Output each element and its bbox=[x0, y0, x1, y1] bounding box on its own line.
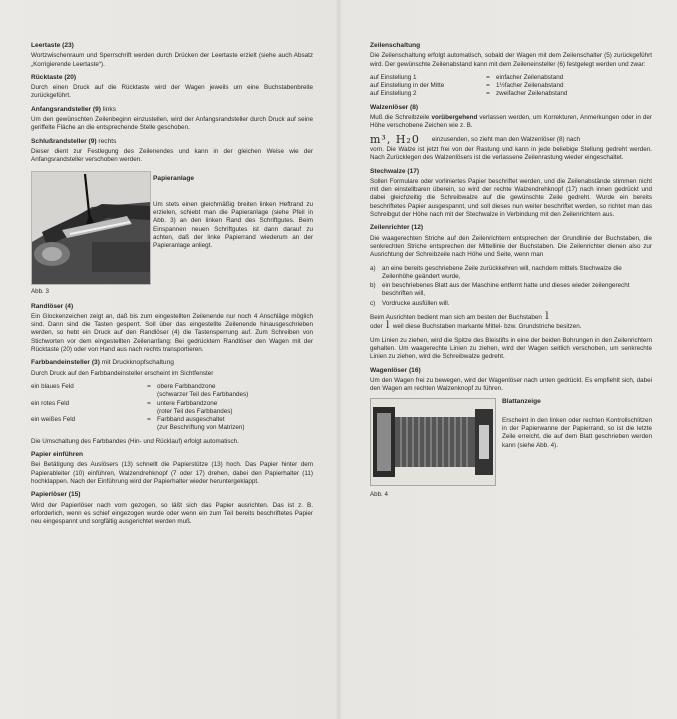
text-farbband-intro: Durch Druck auf den Farbbandeinsteller erscheint im Sichtfenster bbox=[31, 369, 214, 377]
text-ausrichten-c: weil diese Buchstaben markante Mittel- bzw. Grundstriche besitzen. bbox=[392, 323, 582, 331]
list-label: b) bbox=[370, 282, 376, 290]
table-cell: ein rotes Feld bbox=[31, 399, 70, 407]
heading-farbbandeinsteller-bold: Farbbandeinsteller (3) bbox=[31, 359, 100, 367]
zeilenrichter-list bbox=[370, 265, 652, 308]
text-ausrichten bbox=[370, 313, 652, 332]
text-walzenloeser-a: Muß die Schreibzeile bbox=[370, 114, 432, 122]
zeilenabstand-table bbox=[370, 74, 571, 99]
formula-line bbox=[370, 132, 652, 146]
list-label: a) bbox=[370, 264, 376, 272]
papieranlage-caption bbox=[153, 175, 313, 256]
table-cell: = bbox=[486, 90, 490, 98]
cell-line: (schwarzer Teil des Farbbandes) bbox=[157, 391, 249, 399]
text-schlussrandsteller: Dieser dient zur Festlegung des Zeilenendes und kann in der gleichen Weise wie der Anfangsrandsteller verschoben werden. bbox=[31, 147, 313, 164]
heading-farbbandeinsteller bbox=[31, 359, 313, 367]
heading-zeilenschaltung: Zeilenschaltung bbox=[370, 42, 421, 49]
text-wagenloeser: Um den Wagen frei zu bewegen, wird der Wagenlöser nach unten gedrückt. Es empfiehlt sich, dabei den Wagen am rechten Walzenknopf zu führen. bbox=[370, 376, 652, 393]
table-cell: auf Einstellung in der Mitte bbox=[370, 82, 445, 90]
table-cell: = bbox=[147, 416, 151, 424]
blattanzeige-caption bbox=[502, 398, 652, 454]
heading-farbbandeinsteller-rest: mit Druckknopfschaltung bbox=[99, 359, 174, 367]
list-text: an eine bereits geschriebene Zeile zurückkehren will, nachdem mittels Stechwalze die Zeilenhöhe geändert wurde, bbox=[382, 264, 622, 280]
letter-l: l bbox=[545, 311, 549, 323]
list-text: ein beschriebenes Blatt aus der Maschine entfernt hatte und dieses wieder zeilengerecht beschriften will, bbox=[382, 282, 630, 298]
table-cell bbox=[157, 400, 252, 417]
text-ruecktaste: Durch einen Druck auf die Rücktaste wird der Wagen jeweils um eine Buchstabenbreite zurückgeführt. bbox=[31, 84, 313, 100]
table-row bbox=[370, 90, 571, 98]
table-cell bbox=[157, 416, 252, 433]
table-cell: ein weißes Feld bbox=[31, 416, 76, 424]
table-row bbox=[31, 416, 252, 433]
table-cell: = bbox=[147, 399, 151, 407]
list-label: c) bbox=[370, 299, 376, 307]
heading-leertaste: Leertaste (23) bbox=[31, 42, 74, 49]
text-ausrichten-b: oder bbox=[370, 323, 383, 331]
table-cell: = bbox=[486, 82, 490, 90]
text-blattanzeige: Erscheint in den linken oder rechten Kontrollschlitzen in der Papierwanne der Papierrand, so ist die letzte Zeile erreicht, die auf dem Blatt geschrieben werden kann (siehe Abb. 4). bbox=[502, 416, 652, 449]
heading-zeilenrichter: Zeilenrichter (12) bbox=[370, 224, 424, 232]
heading-papierloeser: Papierlöser (15) bbox=[31, 491, 81, 499]
heading-randloeser: Randlöser (4) bbox=[31, 302, 74, 310]
table-row bbox=[370, 74, 571, 82]
figure-label-abb4: Abb. 4 bbox=[370, 491, 388, 499]
typewriter-photo-image bbox=[31, 171, 151, 285]
cell-line: (zur Beschriftung von Matrizen) bbox=[157, 424, 245, 432]
table-cell: = bbox=[147, 382, 151, 390]
text-zeilenrichter: Die waagerechten Striche auf den Zeilenrichtern entsprechen der Grundlinie der Buchstaben, die senkrechten Striche entsprechen der Mittellinie der Buchstaben. Die Zeilenrichter dienen also zur Ausrichtung der Schreibzeile nach Höhe und Seite, wenn man bbox=[370, 234, 652, 259]
text-walzenloeser-bold: vorübergehend bbox=[431, 114, 478, 122]
text-linien: Um Linien zu ziehen, wird die Spitze des Bleistifts in eine der beiden Bohrungen in den Zeilenrichtern gehalten. Um waagerechte Linien zu ziehen, wird der Wagen seitlich verschoben, um senkrechte Linien zu ziehen, wird die Schreibwalze gedreht. bbox=[370, 336, 652, 361]
table-row bbox=[31, 383, 252, 400]
list-item bbox=[370, 282, 652, 299]
text-randloeser: Ein Glockenzeichen zeigt an, daß bis zum eingestellten Zeilenende nur noch 4 Anschläge möglich sind. Dann sind die Tasten gesperrt. Soll über das eingestellte Zeilenende hinausgeschrieben werden, so hebt ein Druck auf den Randlöser (4) die Tastensperrung auf. Zum Schreiben von Stichworten vor dem eingestellten Zeilenanfang: Bei gedrücktem Randlöser den Wagen mit der Rücktaste (20) oder von Hand aus nach rechts transportieren. bbox=[31, 312, 313, 354]
figure-4 bbox=[370, 398, 652, 500]
text-leertaste: Wortzwischenraum und Sperrschrift werden durch Drücken der Leertaste erzielt (siehe auch Absatz „Korrigierende Leertaste“). bbox=[31, 52, 313, 68]
text-farbband-umschaltung: Die Umschaltung des Farbbandes (Hin- und Rücklauf) erfolgt automatisch. bbox=[31, 437, 239, 445]
heading-schlussrandsteller bbox=[31, 138, 313, 146]
text-anfangsrandsteller: Um den gewünschten Zeilenbeginn einzustellen, wird der Anfangsrandsteller durch Druck auf seine geriffelte Fläche an die entsprechende Stelle geschoben. bbox=[31, 116, 313, 132]
list-text: Vordrucke ausfüllen will. bbox=[382, 299, 450, 307]
blattanzeige-photo-image bbox=[370, 398, 496, 486]
cell-line: (roter Teil des Farbbandes) bbox=[157, 407, 233, 415]
heading-stechwalze: Stechwalze (17) bbox=[370, 167, 420, 175]
heading-ruecktaste: Rücktaste (20) bbox=[31, 73, 77, 81]
heading-anfangsrandsteller-bold: Anfangsrandsteller (9) bbox=[31, 105, 101, 113]
table-cell: ein blaues Feld bbox=[31, 382, 74, 390]
heading-blattanzeige: Blattanzeige bbox=[502, 398, 541, 406]
table-cell: einfacher Zeilenabstand bbox=[496, 73, 564, 81]
table-cell: = bbox=[486, 73, 490, 81]
letter-l-2: l bbox=[386, 320, 390, 332]
heading-schlussrandsteller-bold: Schlußrandsteller (9) bbox=[31, 137, 97, 145]
text-papierloeser: Wird der Papierlöser nach vorn gezogen, so läßt sich das Papier ausrichten. Das ist z. B. erforderlich, wenn es schief eingezogen wurde oder wenn ein zum Teil bereits beschriftetes Papier neu eingespannt und sorgfältig ausgerichtet werden muß. bbox=[31, 501, 313, 526]
heading-papieranlage: Papieranlage bbox=[153, 174, 195, 182]
text-papier-einfuehren: Bei Betätigung des Auslösers (13) schnellt die Papierstütze (13) hoch. Das Papier hinter dem Papierableiter (10) einführen, Walzendrehknopf (7 oder 17) drehen, dabei den Papierhalter (11) hochklappen. Nach der Einführung wird der Papierhalter wieder heruntergeklappt. bbox=[31, 461, 313, 485]
table-cell: 1½facher Zeilenabstand bbox=[496, 82, 564, 90]
table-cell: auf Einstellung 1 bbox=[370, 73, 417, 81]
heading-papier-einfuehren: Papier einführen bbox=[31, 451, 84, 459]
text-stechwalze: Sollen Formulare oder vorliniertes Papier beschriftet werden, und die Zeilenabstände stimmen nicht mit den einstellbaren überein, so wird der rechte Walzendrehknopf (17) nach innen gedrückt und dabei gleichzeitig die Schreibwalze auf die gewünschte Zeile gedreht. Wurde ein bereits beschriftetes Papier ausgespannt, und soll dieses nun weiter beschriftet werden, so richtet man das Schreibgut der Höhe nach mit der Stechwalze in Verbindung mit den Zeilenrichtern aus. bbox=[370, 177, 652, 219]
text-ausrichten-a: Beim Ausrichten bedient man sich am besten der Buchstaben bbox=[370, 314, 542, 322]
left-column bbox=[31, 42, 313, 531]
table-cell: zweifacher Zeilenabstand bbox=[496, 90, 568, 98]
heading-walzenloeser: Walzenlöser (8) bbox=[370, 103, 419, 111]
heading-anfangsrandsteller bbox=[31, 106, 313, 114]
figure-label-abb3: Abb. 3 bbox=[31, 287, 49, 295]
cell-line: Farbband ausgeschaltet bbox=[157, 416, 225, 424]
figure-3 bbox=[31, 171, 313, 299]
heading-wagenloeser: Wagenlöser (16) bbox=[370, 366, 421, 374]
cell-line: untere Farbbandzone bbox=[157, 399, 218, 407]
text-walzenloeser-2: einzusenden, so zieht man den Walzenlöser (8) nach bbox=[431, 135, 581, 143]
right-column bbox=[370, 42, 652, 500]
table-row bbox=[370, 82, 571, 90]
table-cell bbox=[157, 383, 252, 400]
text-walzenloeser-3: vorn. Die Walze ist jetzt frei von der Rastung und kann in jede beliebige Stellung gedreht werden. Nach Zurücklegen des Walzenlösers ist die verlassene Zeilenrastung wieder eingeschaltet. bbox=[370, 145, 652, 162]
text-walzenloeser bbox=[370, 114, 652, 131]
text-zeilenschaltung: Die Zeilenschaltung erfolgt automatisch, sobald der Wagen mit dem Zeilenschalter (5) zurückgeführt wird. Der gewünschte Zeilenabstand kann mit dem Zeileneinsteller (6) festgelegt werden und zwar: bbox=[370, 52, 652, 68]
table-row bbox=[31, 400, 252, 417]
formula-example: m³, H₂0 bbox=[370, 132, 420, 146]
farbband-table bbox=[31, 383, 252, 433]
list-item bbox=[370, 300, 652, 308]
text-walzenloeser-c: verlassen werden, um Korrekturen, Anmerkungen oder in der Höhe verschobene Zeichen wie z. B. bbox=[370, 114, 652, 130]
heading-anfangsrandsteller-rest: links bbox=[100, 105, 117, 113]
text-papieranlage: Um stets einen gleichmäßig breiten linken Heftrand zu erzielen, schiebt man die Papieranlage (siehe Pfeil in Abb. 3) an den linken Rand des Schriftgutes. Beim Einspannen neuen Schriftgutes ist dann darauf zu achten, daß der linke Papierrand wiederum an der Papieranlage anliegt. bbox=[153, 200, 313, 250]
list-item bbox=[370, 265, 652, 282]
cell-line: obere Farbbandzone bbox=[157, 382, 216, 390]
heading-schlussrandsteller-rest: rechts bbox=[96, 137, 117, 145]
table-cell: auf Einstellung 2 bbox=[370, 90, 417, 98]
